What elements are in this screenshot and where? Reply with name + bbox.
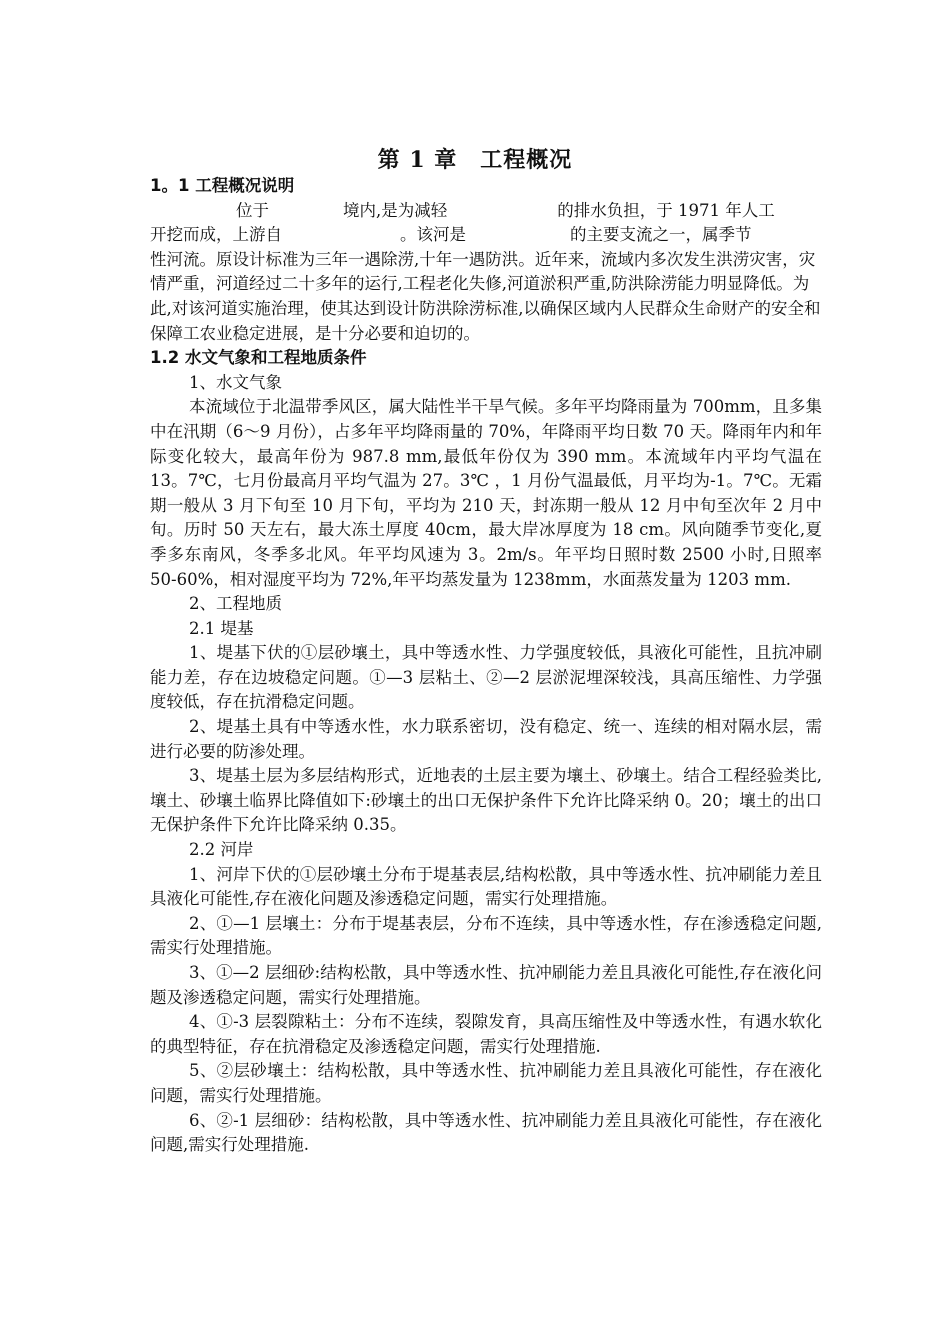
s1-rest: 性河流。原设计标准为三年一遇除涝,十年一遇防洪。近年来，流域内多次发生洪涝灾害，灾情严重，河道经过二十多年的运行,工程老化失修,河道淤积严重,防洪除涝能力明显降低。为此,对该河道实施治理，使其达到设计防洪除涝标准,以确保区域内人民群众生命财产的安全和保障工农业稳定进展，是十分必要和迫切的。 bbox=[150, 249, 821, 343]
subheading-hydrology: 1、水文气象 bbox=[189, 372, 282, 392]
s1-line2-b: 。该河是 bbox=[400, 225, 466, 245]
bank-item: 3、①—2 层细砂:结构松散，具中等透水性、抗冲刷能力差且具液化可能性,存在液化问题及渗透稳定问题，需实行处理措施。 bbox=[150, 963, 822, 1007]
bank-item: 5、②层砂壤土：结构松散，具中等透水性、抗冲刷能力差且具液化可能性，存在液化问题，需实行处理措施。 bbox=[150, 1061, 822, 1105]
bank-item: 6、②-1 层细砂：结构松散，具中等透水性、抗冲刷能力差且具液化可能性，存在液化问题,需实行处理措施. bbox=[150, 1110, 822, 1155]
document-body bbox=[150, 174, 822, 1158]
s1-line2-c: 的主要支流之一，属季节 bbox=[570, 225, 752, 245]
s1-part-b: 境内,是为减轻 bbox=[343, 200, 448, 220]
subheading-river-bank: 2.2 河岸 bbox=[189, 840, 254, 860]
hydrology-paragraph: 本流域位于北温带季风区，属大陆性半干旱气候。多年平均降雨量为 700mm，且多集中在汛期（6～9 月份），占多年平均降雨量的 70%，年降雨平均日数 70 天。降雨年内和年际变化较大，最高年份为 987.8 mm,最低年份仅为 390 mm。本流域年内平均气温在 13。7℃，七月份最高月平均气温为 27。3℃ ，1 月份气温最低，月平均为-1。7℃。无霜期一般从 3 月下旬至 10 月下旬，平均为 210 天，封冻期一般从 12 月中旬至次年 2 月中旬。历时 50 天左右，最大冻土厚度 40cm，最大岸冰厚度为 18 cm。风向随季节变化,夏季多东南风，冬季多北风。年平均风速为 3。2m/s。年平均日照时数 2500 小时,日照率 50-60%，相对湿度平均为 72%,年平均蒸发量为 1238mm，水面蒸发量为 1203 mm. bbox=[150, 397, 822, 589]
dike-item: 2、堤基土具有中等透水性，水力联系密切，没有稳定、统一、连续的相对隔水层，需进行必要的防渗处理。 bbox=[150, 717, 822, 761]
bank-item: 1、河岸下伏的①层砂壤土分布于堤基表层,结构松散，具中等透水性、抗冲刷能力差且具液化可能性,存在液化问题及渗透稳定问题，需实行处理措施。 bbox=[150, 864, 822, 909]
dike-item: 1、堤基下伏的①层砂壤土，具中等透水性、力学强度较低，具液化可能性，且抗冲刷能力差，存在边坡稳定问题。①—3 层粘土、②—2 层淤泥埋深较浅，具高压缩性、力学强度较低，存在抗滑稳定问题。 bbox=[150, 643, 822, 712]
chapter-title: 第 1 章 工程概况 bbox=[377, 147, 573, 173]
subheading-dike-foundation: 2.1 堤基 bbox=[189, 618, 254, 638]
section-1-paragraph bbox=[150, 199, 822, 347]
dike-item: 3、堤基土层为多层结构形式，近地表的土层主要为壤土、砂壤土。结合工程经验类比,壤土、砂壤土临界比降值如下:砂壤土的出口无保护条件下允许比降采纳 0。20；壤土的出口无保护条件下允许比降采纳 0.35。 bbox=[150, 766, 822, 835]
s1-part-c: 的排水负担，于 1971 年人工 bbox=[557, 200, 775, 220]
section-2-heading: 1.2 水文气象和工程地质条件 bbox=[150, 348, 367, 368]
s1-part-a: 位于 bbox=[236, 200, 269, 220]
bank-item: 2、①—1 层壤土：分布于堤基表层，分布不连续，具中等透水性，存在渗透稳定问题,需实行处理措施。 bbox=[150, 913, 822, 958]
section-1-heading: 1。1 工程概况说明 bbox=[150, 176, 295, 195]
s1-line2-a: 开挖而成，上游自 bbox=[150, 225, 282, 245]
bank-item: 4、①-3 层裂隙粘土：分布不连续，裂隙发育，具高压缩性及中等透水性，有遇水软化的典型特征，存在抗滑稳定及渗透稳定问题，需实行处理措施. bbox=[150, 1012, 822, 1056]
subheading-geology: 2、工程地质 bbox=[189, 594, 282, 614]
